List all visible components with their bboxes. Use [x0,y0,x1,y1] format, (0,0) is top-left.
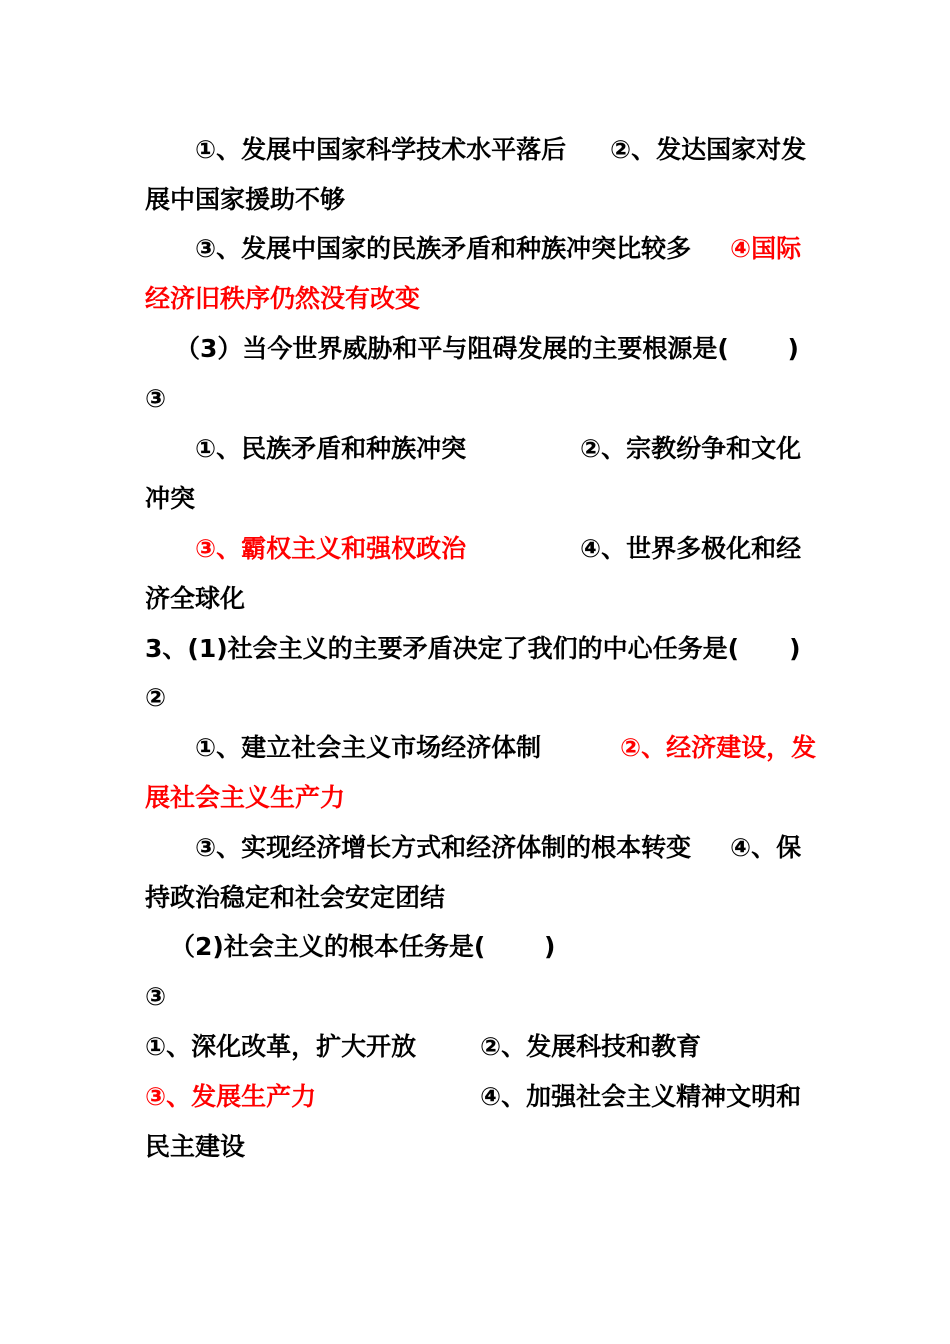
q2-2-option-3: ③、发展中国家的民族矛盾和种族冲突比较多 [195,234,692,263]
q3-1-option-1: ①、建立社会主义市场经济体制 [195,733,542,762]
q3-1-option-4-cont: 持政治稳定和社会安定团结 [145,883,446,912]
q3-2-option-3-correct: ③、发展生产力 [145,1082,317,1111]
q2-3-option-2: ②、宗教纷争和文化 [580,434,802,463]
q3-2-option-4: ④、加强社会主义精神文明和 [480,1082,802,1111]
q2-2-option-4-correct: ④国际 [730,234,802,263]
q2-2-option-4-correct-cont: 经济旧秩序仍然没有改变 [145,284,421,313]
q3-1-option-2-correct-cont: 展社会主义生产力 [145,783,346,812]
q3-2-question: （2)社会主义的根本任务是( ) [170,932,556,961]
q3-2-option-4-cont: 民主建设 [145,1132,246,1161]
q3-1-answer: ② [145,683,167,712]
q2-3-option-4: ④、世界多极化和经 [580,534,802,563]
q3-1-question: 3、(1)社会主义的主要矛盾决定了我们的中心任务是( ) [145,634,801,663]
q3-1-option-4: ④、保 [730,833,802,862]
q3-1-option-3: ③、实现经济增长方式和经济体制的根本转变 [195,833,692,862]
q2-3-option-4-cont: 济全球化 [145,584,246,613]
q2-2-option-2: ②、发达国家对发 [610,135,807,164]
q2-3-option-3-correct: ③、霸权主义和强权政治 [195,534,467,563]
q3-2-option-1: ①、深化改革，扩大开放 [145,1032,417,1061]
q3-2-option-2: ②、发展科技和教育 [480,1032,702,1061]
q2-3-answer: ③ [145,384,167,413]
q2-2-option-2-cont: 展中国家援助不够 [145,185,346,214]
q2-3-option-1: ①、民族矛盾和种族冲突 [195,434,467,463]
q2-3-question: （3）当今世界威胁和平与阻碍发展的主要根源是( ) [175,334,799,363]
q3-2-answer: ③ [145,982,167,1011]
q2-3-option-2-cont: 冲突 [145,484,196,513]
q2-2-option-1: ①、发展中国家科学技术水平落后 [195,135,567,164]
q3-1-option-2-correct: ②、经济建设，发 [620,733,817,762]
